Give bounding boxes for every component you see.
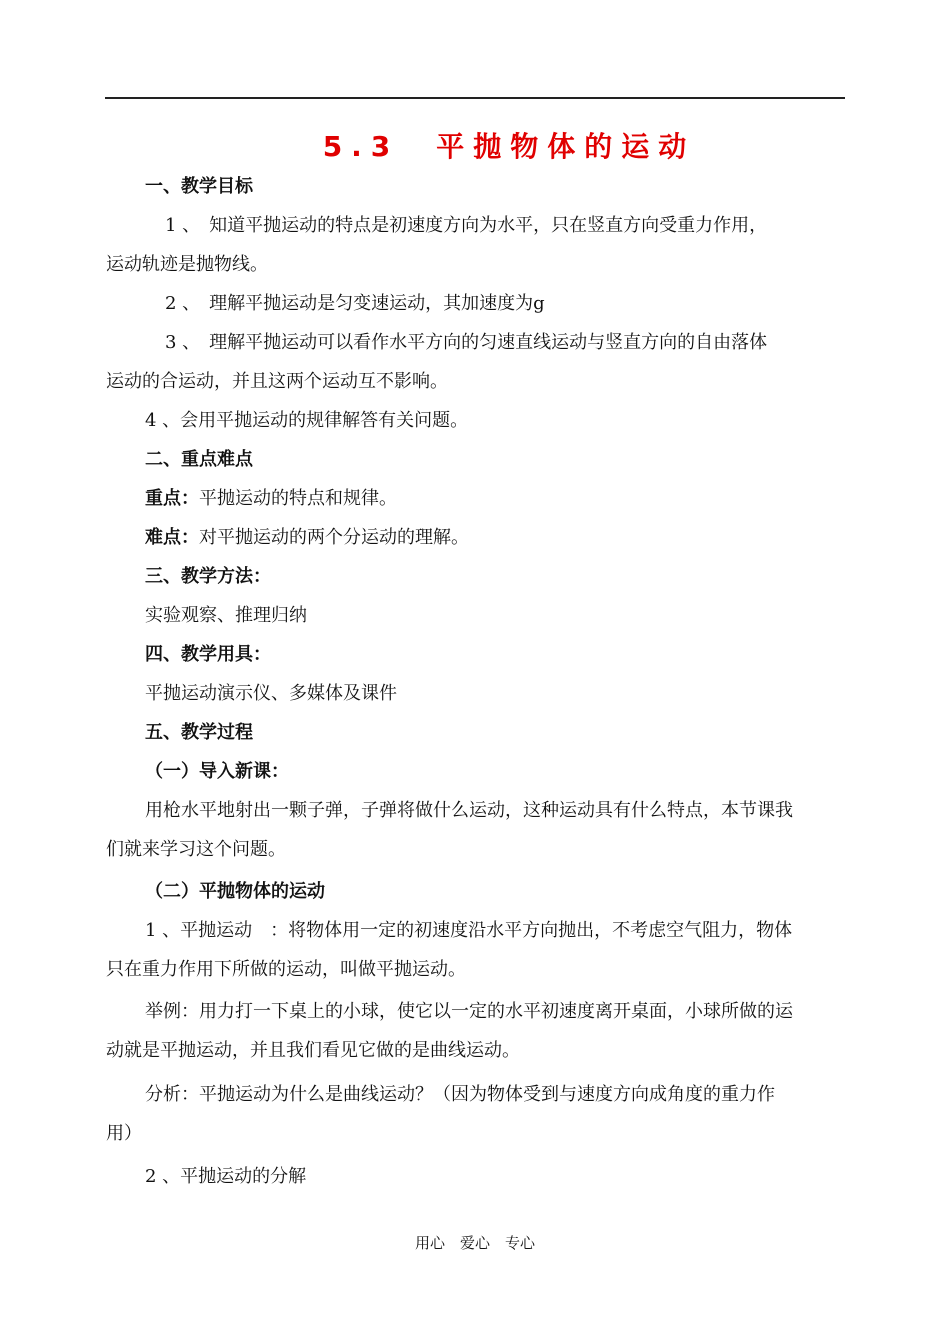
paragraph-line: 运动的合运动，并且这两个运动互不影响。: [106, 371, 448, 392]
page-footer: 用心 爱心 专心: [414, 1234, 535, 1252]
section-heading: 五、教学过程: [145, 722, 253, 743]
paragraph-line: [145, 487, 397, 511]
paragraph-line: 平抛运动演示仪、多媒体及课件: [145, 683, 397, 704]
subsection-heading: （一）导入新课：: [145, 761, 289, 782]
header-rule: [105, 97, 845, 99]
paragraph-line: [145, 526, 469, 550]
difficulty-text: 对平抛运动的两个分运动的理解。: [199, 527, 469, 548]
paragraph-line: 4 、会用平抛运动的规律解答有关问题。: [145, 410, 469, 431]
paragraph-line: 举例：用力打一下桌上的小球，使它以一定的水平初速度离开桌面，小球所做的运: [145, 1001, 793, 1022]
paragraph-line: 们就来学习这个问题。: [106, 839, 286, 860]
subsection-heading: （二）平抛物体的运动: [145, 881, 325, 902]
paragraph-line: 2 、 理解平抛运动是匀变速运动，其加速度为g: [165, 293, 545, 314]
paragraph-line: 实验观察、推理归纳: [145, 605, 307, 626]
paragraph-line: 1 、 知道平抛运动的特点是初速度方向为水平，只在竖直方向受重力作用，: [165, 215, 768, 236]
paragraph-line: 分析：平抛运动为什么是曲线运动？（因为物体受到与速度方向成角度的重力作: [145, 1084, 775, 1105]
section-heading: 一、教学目标: [145, 176, 253, 197]
paragraph-line: 1 、平抛运动 ：将物体用一定的初速度沿水平方向抛出，不考虑空气阻力，物体: [145, 920, 793, 941]
page-title: 5.3 平抛物体的运动: [322, 130, 696, 163]
paragraph-line: 3 、 理解平抛运动可以看作水平方向的匀速直线运动与竖直方向的自由落体: [165, 332, 768, 353]
paragraph-line: 用枪水平地射出一颗子弹，子弹将做什么运动，这种运动具有什么特点，本节课我: [145, 800, 793, 821]
key-point-label: 重点：: [145, 488, 199, 509]
difficulty-label: 难点：: [145, 527, 199, 548]
section-heading: 三、教学方法：: [145, 566, 271, 587]
paragraph-line: 用）: [106, 1123, 142, 1144]
section-heading: 四、教学用具：: [145, 644, 271, 665]
paragraph-line: 动就是平抛运动，并且我们看见它做的是曲线运动。: [106, 1040, 520, 1061]
key-point-text: 平抛运动的特点和规律。: [199, 488, 397, 509]
paragraph-line: 运动轨迹是抛物线。: [106, 254, 268, 275]
section-heading: 二、重点难点: [145, 449, 253, 470]
paragraph-line: 只在重力作用下所做的运动，叫做平抛运动。: [106, 959, 466, 980]
paragraph-line: 2 、平抛运动的分解: [145, 1166, 307, 1187]
